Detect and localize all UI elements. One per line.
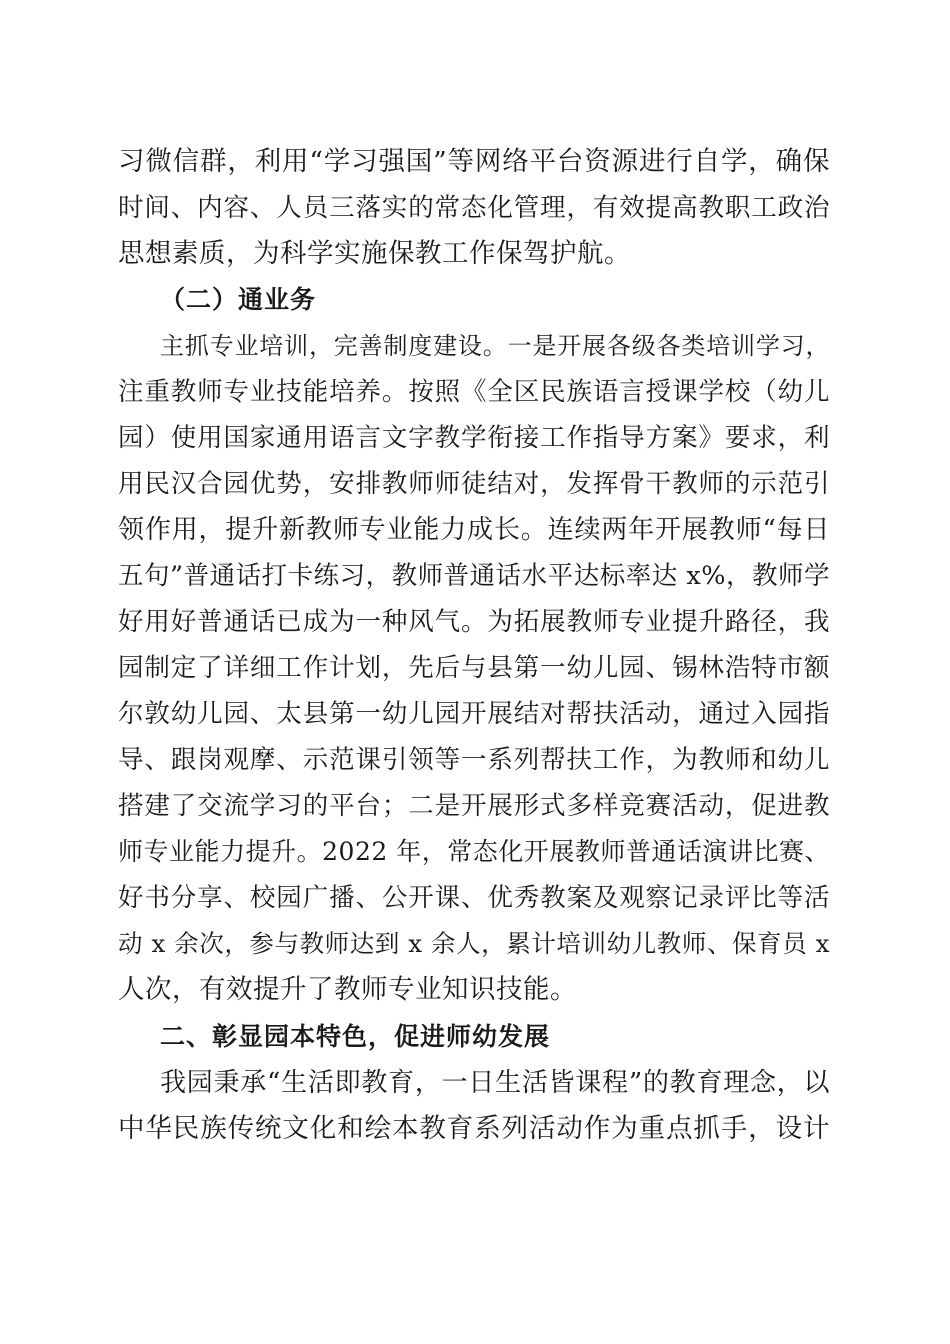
text-line-1: 习微信群，利用“学习强国”等网络平台资源进行自学，确保 xyxy=(118,146,830,177)
text-line-16: 师专业能力提升。2022 年，常态化开展教师普通话演讲比赛、 xyxy=(118,837,830,866)
section-heading-1: 二、彰显园本特色，促进师幼发展 xyxy=(160,1022,551,1051)
text-line-19: 人次，有效提升了教师专业知识技能。 xyxy=(118,974,577,1005)
text-line-17: 好书分享、校园广播、公开课、优秀教案及观察记录评比等活 xyxy=(118,883,830,913)
text-line-11: 好用好普通话已成为一种风气。为拓展教师专业提升路径，我 xyxy=(118,607,830,637)
text-line-14: 导、跟岗观摩、示范课引领等一系列帮扶工作，为教师和幼儿 xyxy=(118,745,830,775)
text-line-6: 注重教师专业技能培养。按照《全区民族语言授课学校（幼儿 xyxy=(118,377,830,407)
text-line-22: 中华民族传统文化和绘本教育系列活动作为重点抓手，设计 xyxy=(118,1113,830,1144)
text-line-10: 五句”普通话打卡练习，教师普通话水平达标率达 x%，教师学 xyxy=(118,561,830,591)
text-line-8: 用民汉合园优势，安排教师师徒结对，发挥骨干教师的示范引 xyxy=(118,469,830,499)
text-line-12: 园制定了详细工作计划，先后与县第一幼儿园、锡林浩特市额 xyxy=(118,653,830,683)
text-line-13: 尔敦幼儿园、太县第一幼儿园开展结对帮扶活动，通过入园指 xyxy=(118,699,830,729)
text-line-9: 领作用，提升新教师专业能力成长。连续两年开展教师“每日 xyxy=(118,515,830,545)
section-heading-2: （二）通业务 xyxy=(160,285,317,314)
text-line-2: 时间、内容、人员三落实的常态化管理，有效提高教职工政治 xyxy=(118,193,830,223)
text-line-18: 动 x 余次，参与教师达到 x 余人，累计培训幼儿教师、保育员 x xyxy=(118,929,830,958)
text-line-21: 我园秉承“生活即教育，一日生活皆课程”的教育理念，以 xyxy=(160,1068,830,1098)
text-line-3: 思想素质，为科学实施保教工作保驾护航。 xyxy=(118,238,631,269)
text-line-5: 主抓专业培训，完善制度建设。一是开展各级各类培训学习， xyxy=(160,332,830,360)
text-line-7: 园）使用国家通用语言文字教学衔接工作指导方案》要求，利 xyxy=(118,423,830,453)
text-line-15: 搭建了交流学习的平台；二是开展形式多样竞赛活动，促进教 xyxy=(118,791,830,821)
